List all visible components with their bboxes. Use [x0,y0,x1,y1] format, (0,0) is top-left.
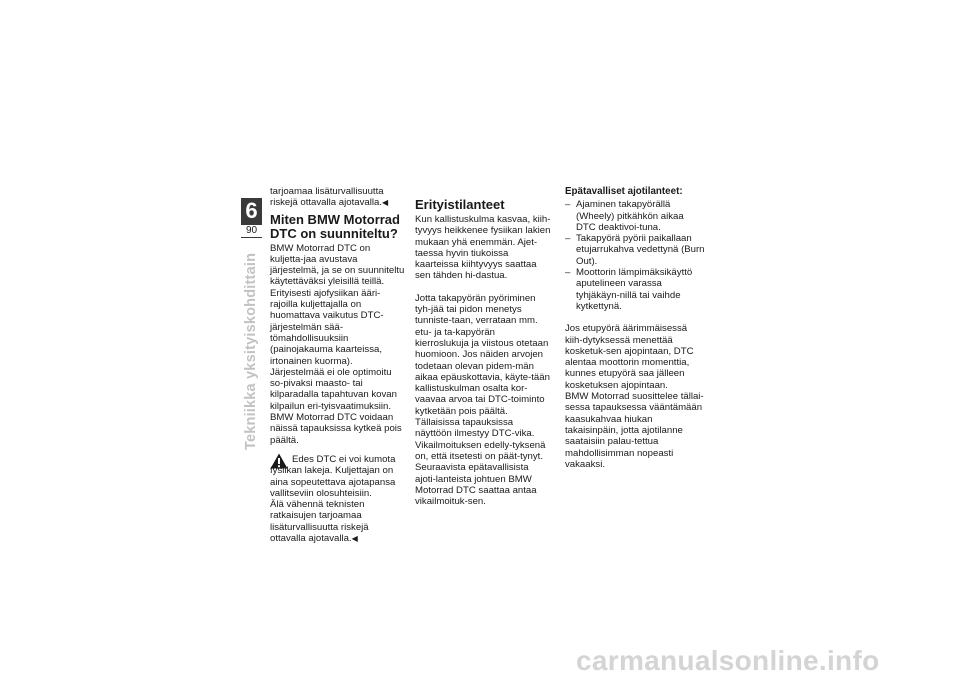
list-item: – Moottorin lämpimäksikäyttö aputelineen varassa tyhjäkäyn-nillä tai vaihde kytkettynä. [565,267,693,312]
special-paragraph-2: Jotta takapyörän pyöriminen tyh-jää tai pidon menetys tunniste-taan, verrataan mm. etu- ja ta-kapyörän kierroslukuja ja viistous otetaan huomioon. Jos näiden arvojen todetaan olevan pidem-män aikaa epäuskottavia, käyte-tään kallistuskulman osalta kor-vaavaa arvoa tai DTC-toiminto kytketään pois päältä. Tällaisissa tapauksissa näyttöön ilmestyy DTC-vika. Vikailmoituksen edelly-tyksenä on, että itsetesti on päät-tynyt. [415,292,550,462]
end-mark-2: ◀ [351,534,358,544]
unusual-situations-heading: Epätavalliset ajotilanteet: [565,186,683,197]
column-1 [270,186,406,544]
special-paragraph-1: Kun kallistuskulma kasvaa, kiih-tyvyys heikkenee fysiikan lakien mukaan yhä enemmän. Ajet-taessa hyvin tiukoissa kaarteissa kiihtyvyys saattaa sen tähden hi-dastua. [415,214,551,282]
section-heading-special: Erityistilanteet [415,197,505,212]
column-3 [565,186,705,470]
page-number: 90 [241,225,262,237]
section-heading-design: Miten BMW Motorrad DTC on suunniteltu? [270,211,400,241]
recommendation-paragraph: BMW Motorrad suosittelee tällai-sessa tapauksessa vääntämään kaasukahvaa hiukan takaisinpäin, jotta ajotilanne saataisiin palau-tettua mahdollisimman nopeasti vakaaksi. [565,391,704,470]
column-2 [415,198,551,507]
design-paragraph-1: BMW Motorrad DTC on kuljetta-jaa avustava järjestelmä, ja se on suunniteltu käytettäväksi yleisillä teillä. Erityisesti ajofysiikan ääri-rajoilla kuljettajalla on huomattava vaikutus DTC-järjestelmän sää-tömahdollisuuksiin (painojakauma kaarteissa, irtonainen kuorma). [270,242,405,367]
watermark: carmanualsonline.info [576,645,880,676]
end-mark: ◀ [382,198,389,208]
list-item: – Takapyörä pyörii paikallaan etujarrukahva vedettynä (Burn Out). [565,233,705,267]
chapter-tab [241,198,262,238]
special-paragraph-3: Seuraavista epätavallisista ajoti-lanteista johtuen BMW Motorrad DTC saattaa antaa vikailmoituk-sen. [415,462,537,508]
warning-text: Edes DTC ei voi kumota fysiikan lakeja. Kuljettajan on aina sopeutettava ajotapansa vallitseviin olosuhteisiin. [270,453,396,499]
intro-text: tarjoamaa lisäturvallisuutta riskejä ottavalla ajotavalla.◀ [270,186,389,209]
design-paragraph-2: Järjestelmää ei ole optimoitu so-pivaksi maasto- tai kilparadalla tapahtuvan kovan kilpailun eri-tyisvaatimuksiin. BMW Motorrad DTC voidaan näissä tapauksissa kytkeä pois päältä. [270,366,402,446]
warning-text-2: Älä vähennä teknisten ratkaisujen tarjoamaa lisäturvallisuutta riskejä ottavalla ajotavalla.◀ [270,499,369,545]
front-wheel-paragraph: Jos etupyörä äärimmäisessä kiih-dytyksessä menettää kosketuk-sen ajopintaan, DTC alentaa moottorin momenttia, kunnes etupyörä saa jälleen kosketuksen ajopintaan. [565,323,694,391]
list-item: – Ajaminen takapyörällä (Wheely) pitkähkön aikaa DTC deaktivoi-tuna. [565,199,684,233]
section-title-vertical: Tekniikka yksityiskohdittain [243,252,259,450]
chapter-number: 6 [245,198,258,223]
